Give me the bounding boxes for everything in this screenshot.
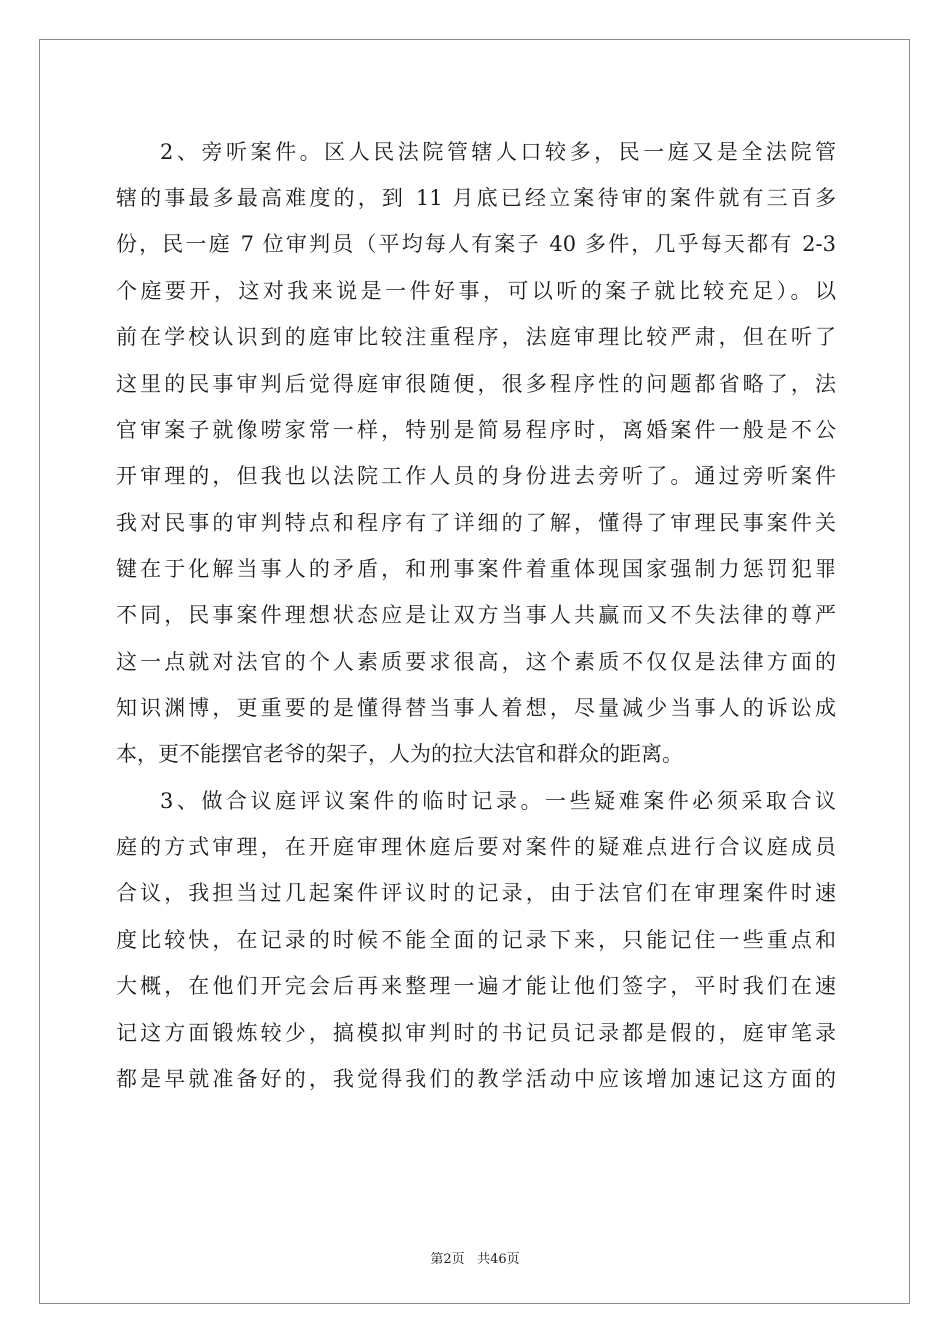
- page-total: 46: [490, 1252, 507, 1267]
- page-current: 2: [443, 1252, 452, 1267]
- text-line: 3、做合议庭评议案件的临时记录。一些疑难案件必须采取合议: [160, 789, 836, 813]
- text-line: 这里的民事审判后觉得庭审很随便，很多程序性的问题都省略了，法: [116, 372, 836, 396]
- text-line: 记这方面锻炼较少，搞模拟审判时的书记员记录都是假的，庭审笔录: [116, 1021, 836, 1045]
- text-line: 个庭要开，这对我来说是一件好事，可以听的案子就比较充足）。以: [116, 279, 836, 303]
- text-line: 份，民一庭 7 位审判员（平均每人有案子 40 多件，几乎每天都有 2-3: [116, 232, 836, 256]
- text-line: 前在学校认识到的庭审比较注重程序，法庭审理比较严肃，但在听了: [116, 325, 836, 349]
- text-line: 本，更不能摆官老爷的架子，人为的拉大法官和群众的距离。: [116, 742, 683, 766]
- text-line: 官审案子就像唠家常一样，特别是简易程序时，离婚案件一般是不公: [116, 418, 836, 442]
- page-unit: 页: [451, 1252, 465, 1267]
- text-line: 2、旁听案件。区人民法院管辖人口较多，民一庭又是全法院管: [160, 140, 836, 164]
- text-line: 合议，我担当过几起案件评议时的记录，由于法官们在审理案件时速: [116, 881, 836, 905]
- text-line: 键在于化解当事人的矛盾，和刑事案件着重体现国家强制力惩罚犯罪: [116, 557, 836, 581]
- text-line: 度比较快，在记录的时候不能全面的记录下来，只能记住一些重点和: [116, 928, 836, 952]
- page-prefix: 第: [430, 1252, 444, 1267]
- total-unit: 页: [506, 1252, 520, 1267]
- total-prefix: 共: [477, 1252, 491, 1267]
- text-line: 都是早就准备好的，我觉得我们的教学活动中应该增加速记这方面的: [116, 1067, 836, 1091]
- page-footer: [0, 1248, 950, 1267]
- text-line: 知识渊博，更重要的是懂得替当事人着想，尽量减少当事人的诉讼成: [116, 696, 836, 720]
- text-line: 我对民事的审判特点和程序有了详细的了解，懂得了审理民事案件关: [116, 511, 836, 535]
- text-line: 大概，在他们开完会后再来整理一遍才能让他们签字，平时我们在速: [116, 974, 836, 998]
- text-line: 开审理的，但我也以法院工作人员的身份进去旁听了。通过旁听案件: [116, 464, 836, 488]
- text-line: 庭的方式审理，在开庭审理休庭后要对案件的疑难点进行合议庭成员: [116, 835, 836, 859]
- text-line: 这一点就对法官的个人素质要求很高，这个素质不仅仅是法律方面的: [116, 650, 836, 674]
- text-line: 不同，民事案件理想状态应是让双方当事人共赢而又不失法律的尊严: [116, 603, 836, 627]
- text-line: 辖的事最多最高难度的，到 11 月底已经立案待审的案件就有三百多: [116, 186, 836, 210]
